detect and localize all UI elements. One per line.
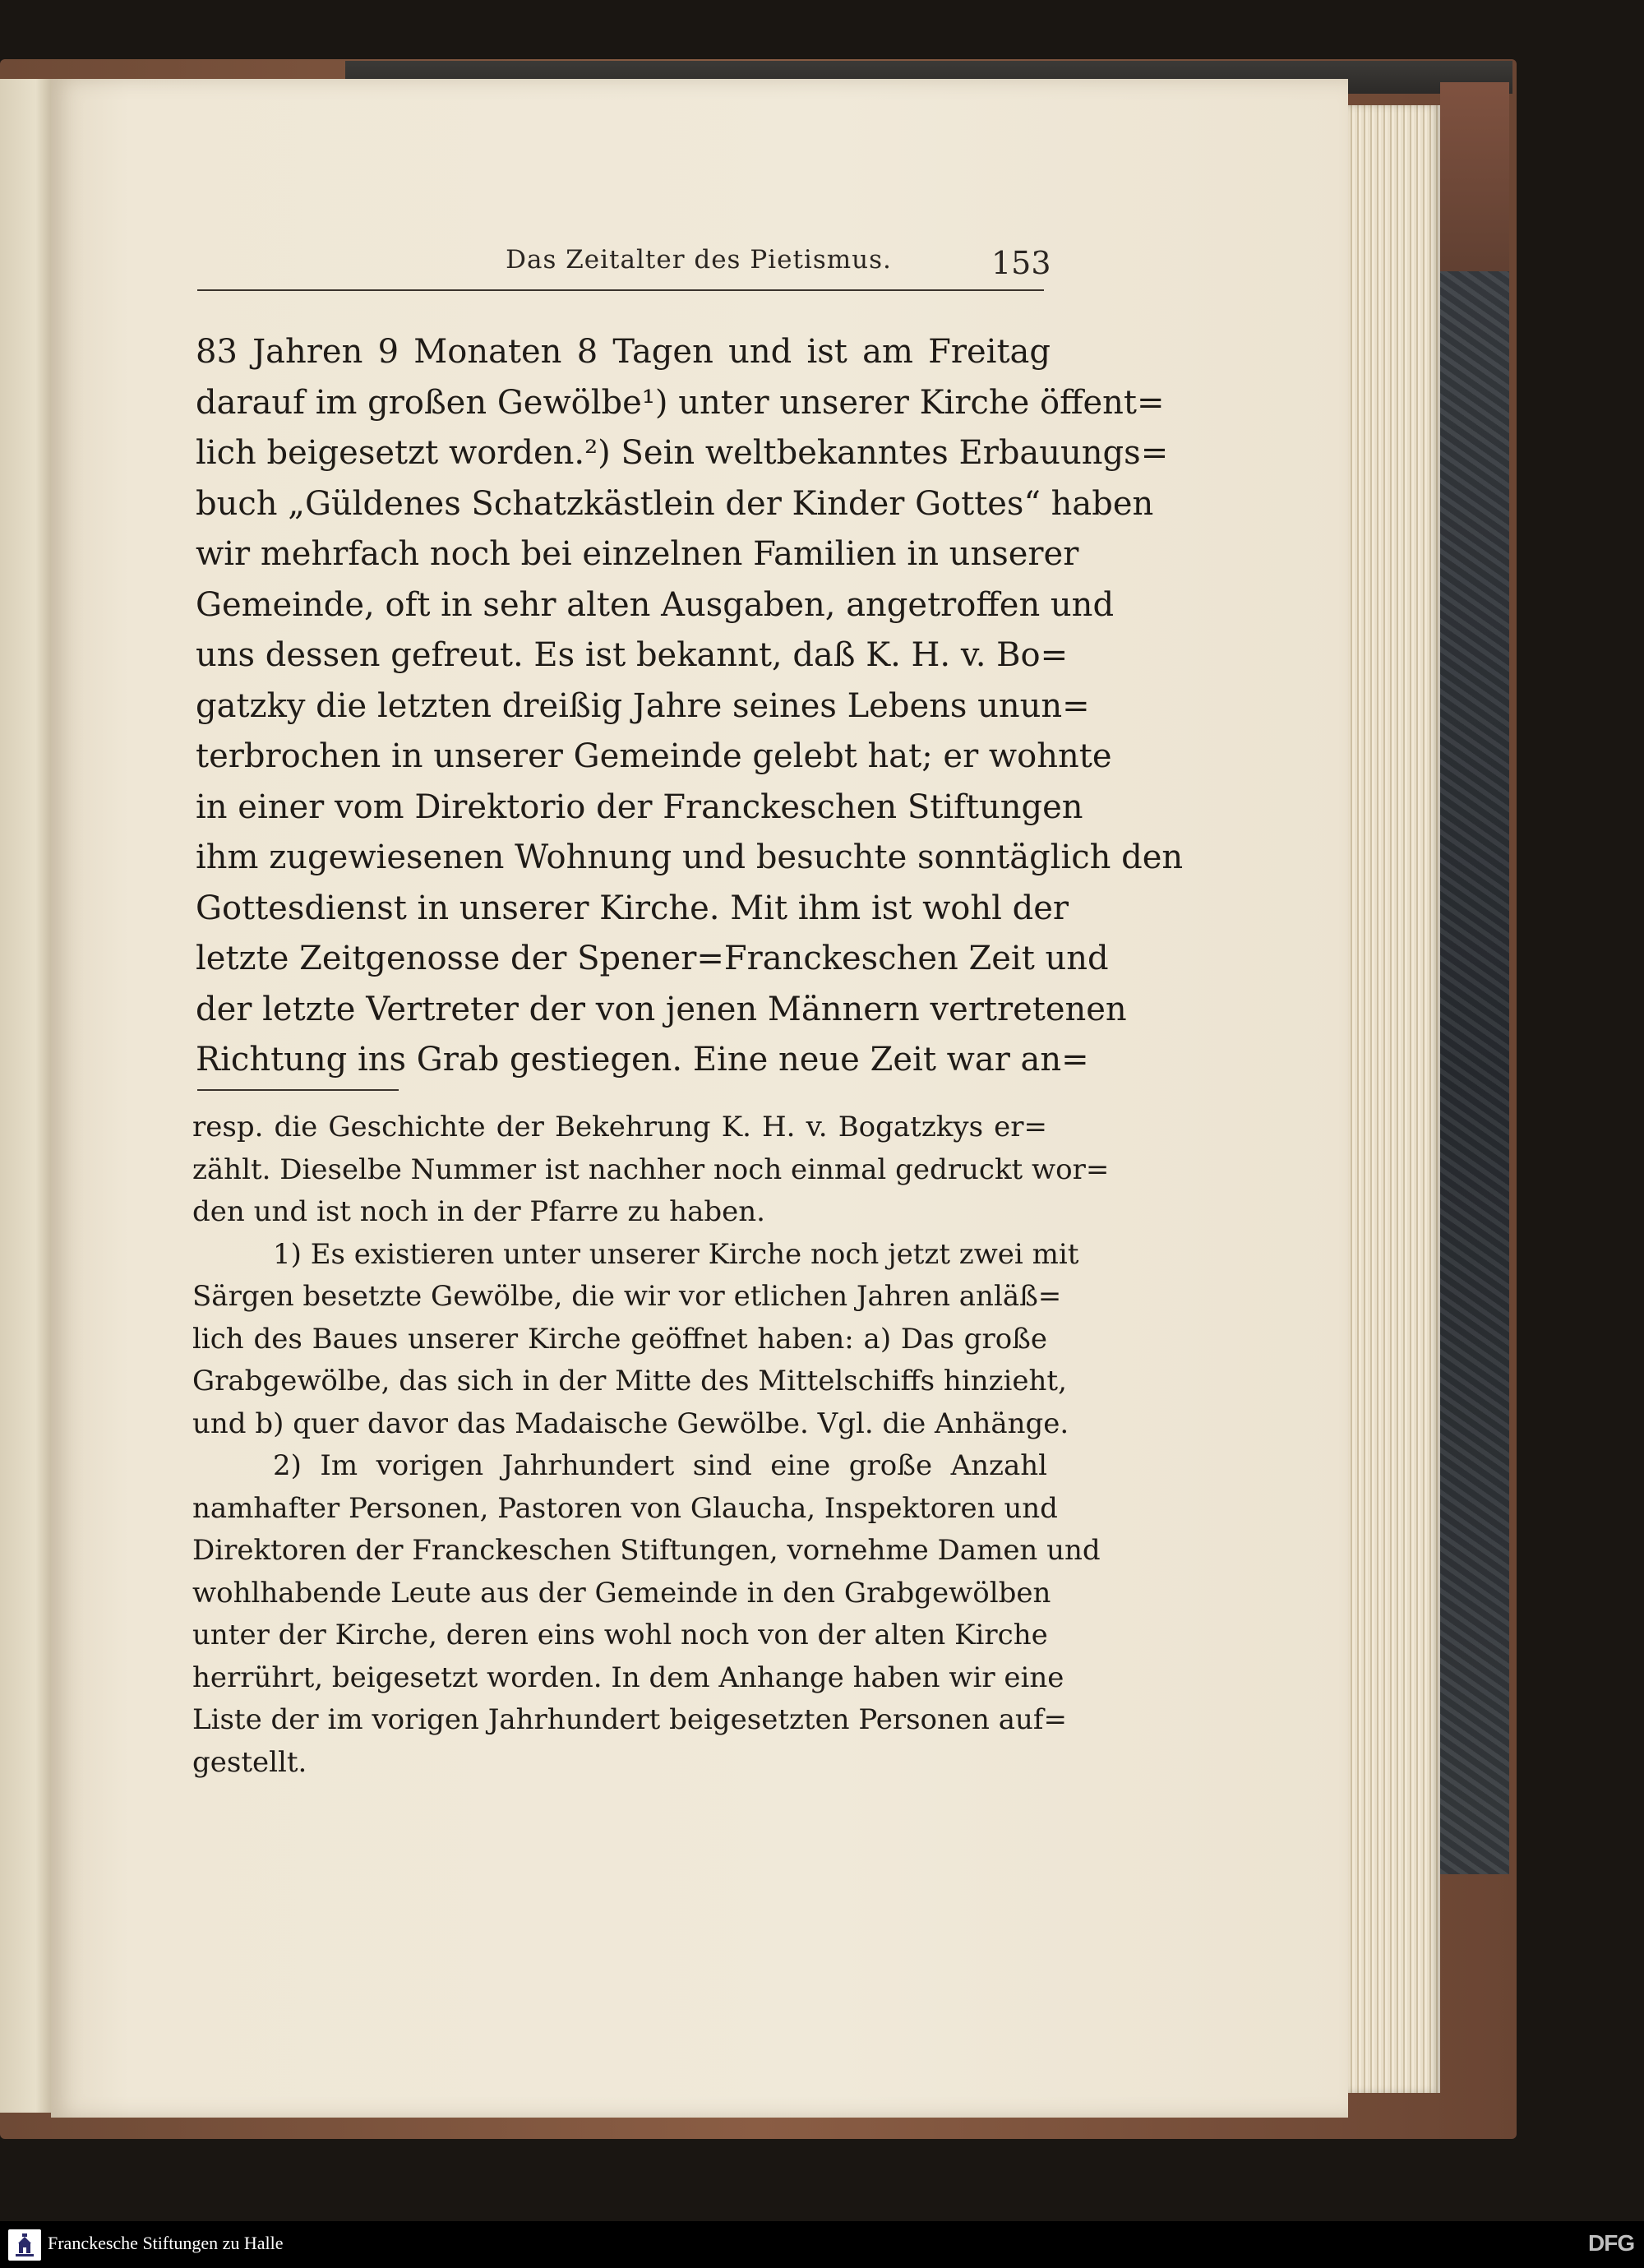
footnote-line: wohlhabende Leute aus der Gemeinde in den Grabgewölben bbox=[192, 1576, 1051, 1610]
body-line: lich beigesetzt worden.²) Sein weltbekanntes Erbauungs= bbox=[196, 434, 1169, 472]
footnote-line: gestellt. bbox=[192, 1745, 307, 1779]
body-line: buch „Güldenes Schatzkästlein der Kinder Gottes“ haben bbox=[196, 484, 1154, 523]
body-line: terbrochen in unserer Gemeinde gelebt hat; er wohnte bbox=[196, 737, 1112, 775]
body-line: ihm zugewiesenen Wohnung und besuchte sonntäglich den bbox=[196, 838, 1184, 876]
left-page-strip bbox=[0, 79, 51, 2113]
footnote-line: und b) quer davor das Madaische Gewölbe. Vgl. die Anhänge. bbox=[192, 1407, 1069, 1440]
body-line: Gemeinde, oft in sehr alten Ausgaben, angetroffen und bbox=[196, 585, 1115, 624]
page-edges bbox=[1348, 105, 1440, 2093]
footnote-line: Direktoren der Franckeschen Stiftungen, vornehme Damen und bbox=[192, 1534, 1101, 1567]
body-line: in einer vom Direktorio der Franckeschen Stiftungen bbox=[196, 788, 1083, 826]
cover-marbled-board bbox=[1440, 271, 1509, 1874]
body-line: Richtung ins Grab gestiegen. Eine neue Zeit war an= bbox=[196, 1041, 1089, 1079]
footnote-line: Liste der im vorigen Jahrhundert beigesetzten Personen auf= bbox=[192, 1703, 1067, 1736]
dfg-logo[interactable]: DFG bbox=[1588, 2230, 1635, 2256]
footnote-line: den und ist noch in der Pfarre zu haben. bbox=[192, 1195, 765, 1228]
header-rule bbox=[197, 289, 1044, 291]
body-line: letzte Zeitgenosse der Spener=Franckeschen Zeit und bbox=[196, 940, 1109, 977]
footnote-line: Grabgewölbe, das sich in der Mitte des Mittelschiffs hinzieht, bbox=[192, 1365, 1067, 1397]
body-line: Gottesdienst in unserer Kirche. Mit ihm ist wohl der bbox=[196, 889, 1069, 927]
body-line: gatzky die letzten dreißig Jahre seines Lebens unun= bbox=[196, 686, 1090, 725]
footnote-line: Särgen besetzte Gewölbe, die wir vor etlichen Jahren anläß= bbox=[192, 1280, 1062, 1313]
body-line: darauf im großen Gewölbe¹) unter unserer Kirche öffent= bbox=[196, 383, 1165, 422]
footnote-rule bbox=[197, 1089, 399, 1091]
body-line: 83 Jahren 9 Monaten 8 Tagen und ist am Freitag bbox=[196, 333, 1051, 371]
footnote-line: zählt. Dieselbe Nummer ist nachher noch einmal gedruckt wor= bbox=[192, 1152, 1110, 1186]
running-head: Das Zeitalter des Pietismus. bbox=[506, 245, 892, 275]
franckesche-stiftungen-logo-icon[interactable] bbox=[8, 2229, 41, 2261]
footnote-line: lich des Baues unserer Kirche geöffnet haben: a) Das große bbox=[192, 1322, 1047, 1356]
body-line: der letzte Vertreter der von jenen Männern vertretenen bbox=[196, 990, 1127, 1028]
institution-label[interactable]: Franckesche Stiftungen zu Halle bbox=[48, 2233, 284, 2253]
footnote-line: 2) Im vorigen Jahrhundert sind eine große Anzahl bbox=[273, 1449, 1047, 1482]
footnote-line: namhafter Personen, Pastoren von Glaucha, Inspektoren und bbox=[192, 1491, 1058, 1525]
footnotes bbox=[192, 1106, 1110, 1784]
page-number: 153 bbox=[991, 245, 1051, 281]
footnote-line: herrührt, beigesetzt worden. In dem Anhange haben wir eine bbox=[192, 1661, 1064, 1694]
body-line: wir mehrfach noch bei einzelnen Familien in unserer bbox=[196, 535, 1079, 573]
footnote-line: 1) Es existieren unter unserer Kirche noch jetzt zwei mit bbox=[273, 1237, 1079, 1271]
body-text bbox=[196, 327, 1184, 1086]
body-line: uns dessen gefreut. Es ist bekannt, daß K. H. v. Bo= bbox=[196, 636, 1069, 674]
footnote-line: unter der Kirche, deren eins wohl noch von der alten Kirche bbox=[192, 1619, 1048, 1651]
footnote-line: resp. die Geschichte der Bekehrung K. H. v. Bogatzkys er= bbox=[192, 1111, 1047, 1143]
